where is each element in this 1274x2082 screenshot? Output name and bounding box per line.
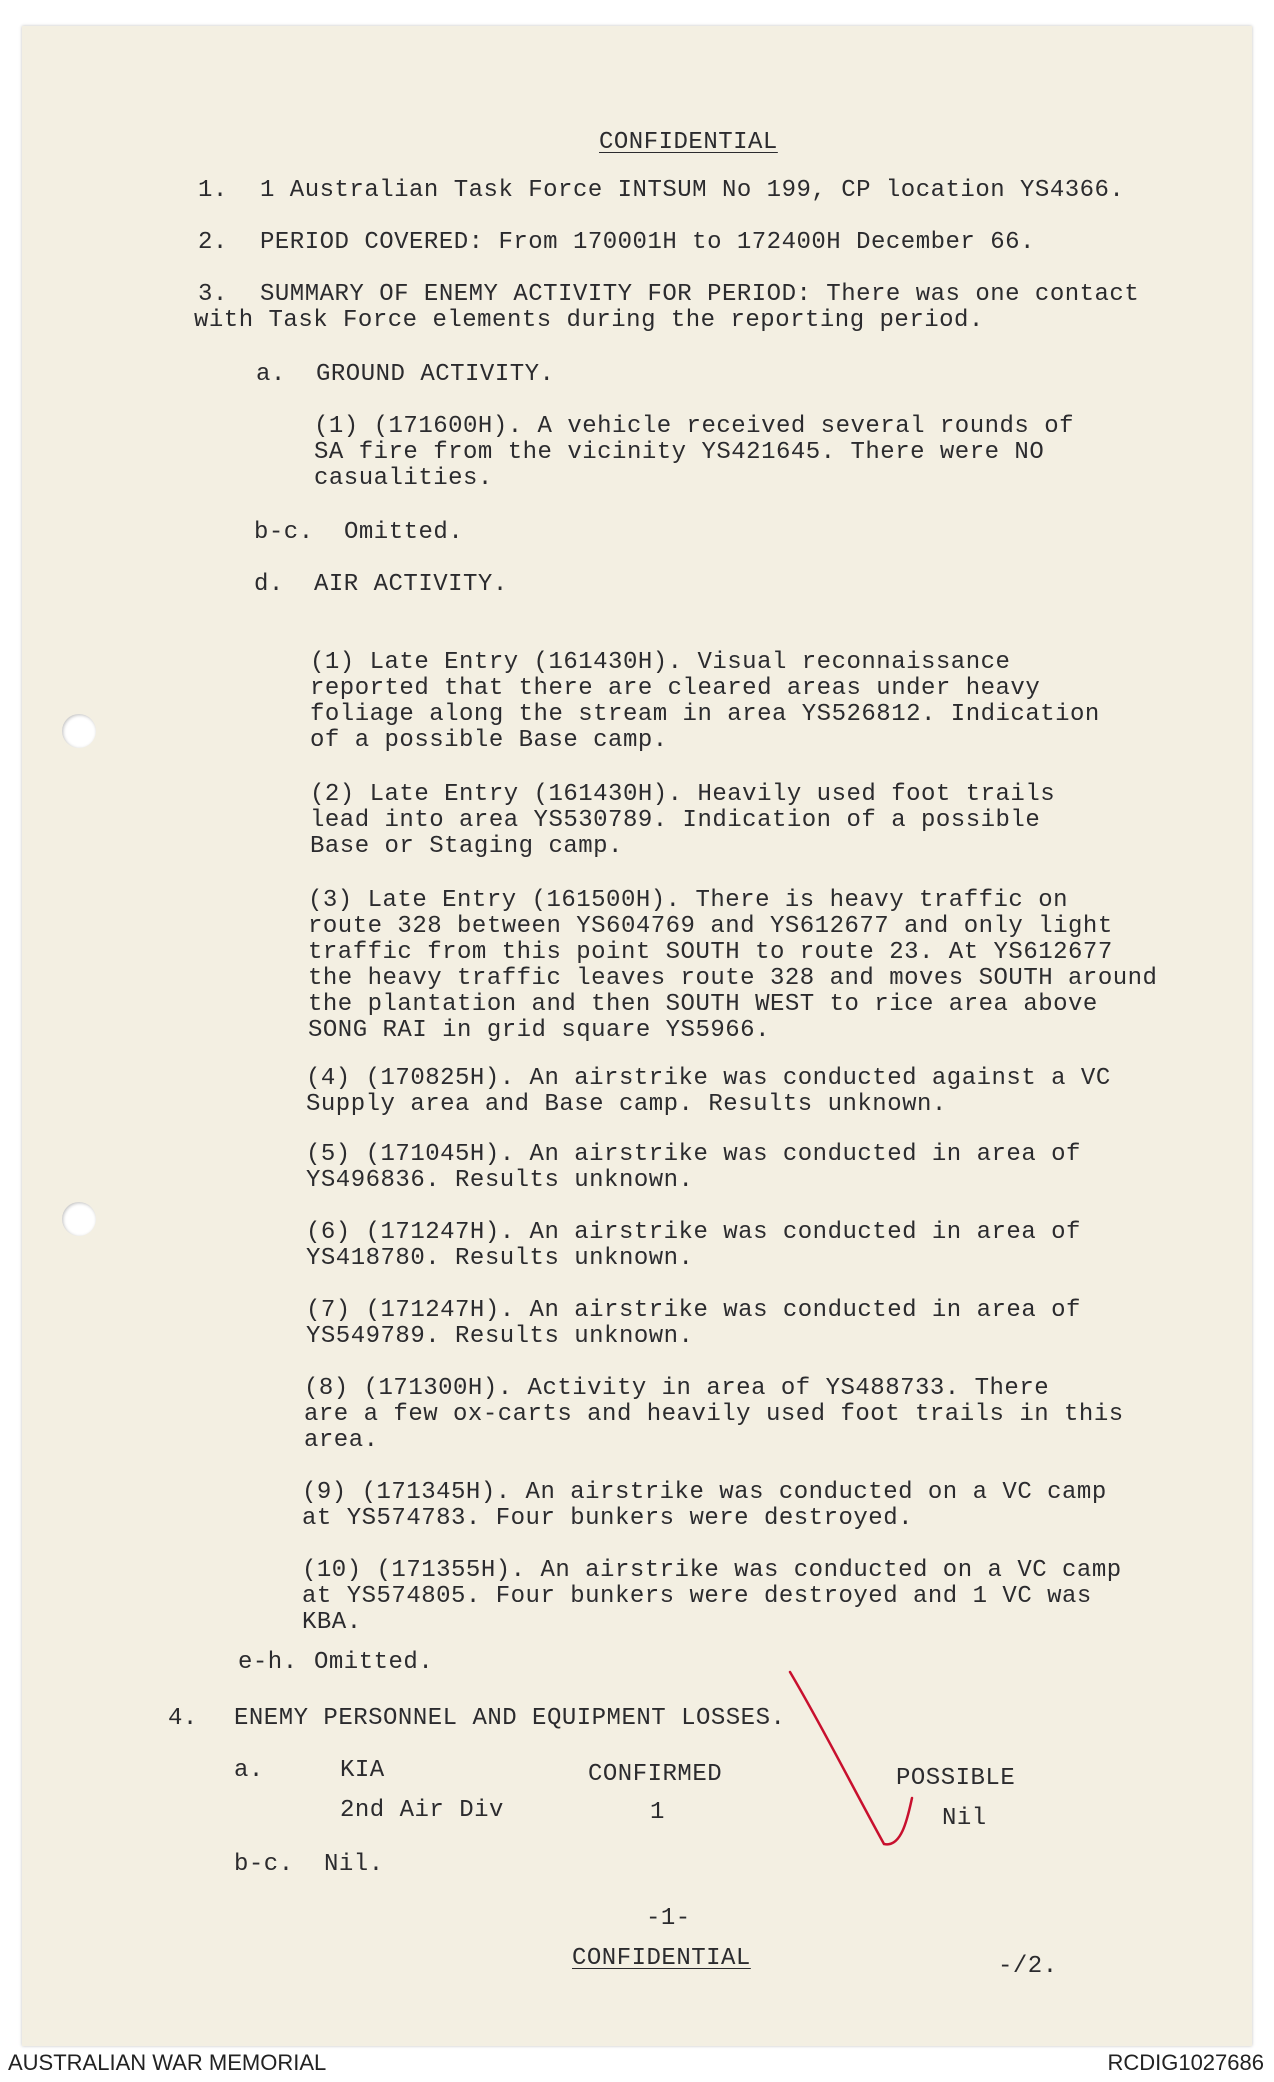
losses-title: ENEMY PERSONNEL AND EQUIPMENT LOSSES. <box>234 1705 786 1732</box>
confirmed-value: 1 <box>650 1799 665 1826</box>
air-entry-line: (1) Late Entry (161430H). Visual reconnaissance <box>310 649 1011 676</box>
air-entry-line: (6) (171247H). An airstrike was conducted in area of <box>306 1219 1081 1246</box>
item2-text: PERIOD COVERED: From 170001H to 172400H December 66. <box>260 229 1035 256</box>
air-entry-line: traffic from this point SOUTH to route 23. At YS612677 <box>308 939 1113 966</box>
air-entry-line: reported that there are cleared areas under heavy <box>310 675 1041 702</box>
air-entry-line: (9) (171345H). An airstrike was conducted on a VC camp <box>302 1479 1107 1506</box>
item-number: 4. <box>168 1705 198 1732</box>
air-entry-line: SONG RAI in grid square YS5966. <box>308 1017 770 1044</box>
air-entry-line: (2) Late Entry (161430H). Heavily used foot trails <box>310 781 1056 808</box>
air-entry-line: area. <box>304 1427 379 1454</box>
item3-line: with Task Force elements during the reporting period. <box>194 307 984 334</box>
air-entry-line: at YS574783. Four bunkers were destroyed. <box>302 1505 913 1532</box>
air-entry-line: YS496836. Results unknown. <box>306 1167 694 1194</box>
air-entry-line: YS549789. Results unknown. <box>306 1323 694 1350</box>
archive-caption-right: RCDIG1027686 <box>1107 2050 1264 2075</box>
document-page <box>22 26 1252 2046</box>
air-activity-title: AIR ACTIVITY. <box>314 571 508 598</box>
omitted-text: Omitted. <box>344 519 464 546</box>
item-number: 1. <box>198 177 228 204</box>
page-number: -1- <box>646 1905 691 1932</box>
header-classification: CONFIDENTIAL <box>599 129 778 156</box>
air-entry-line: YS418780. Results unknown. <box>306 1245 694 1272</box>
nil-text: Nil. <box>324 1851 384 1878</box>
continuation-mark: -/2. <box>998 1953 1058 1980</box>
ground-entry-line: casualities. <box>314 465 493 492</box>
losses-unit: 2nd Air Div <box>340 1797 504 1824</box>
air-entry-line: Base or Staging camp. <box>310 833 623 860</box>
subitem-label: d. <box>254 571 284 598</box>
air-entry-line: KBA. <box>302 1609 362 1636</box>
item3-line: SUMMARY OF ENEMY ACTIVITY FOR PERIOD: There was one contact <box>260 281 1140 308</box>
ground-activity-title: GROUND ACTIVITY. <box>316 361 555 388</box>
air-entry-line: (5) (171045H). An airstrike was conducted in area of <box>306 1141 1081 1168</box>
air-entry-line: of a possible Base camp. <box>310 727 668 754</box>
air-entry-line: Supply area and Base camp. Results unknown. <box>306 1091 947 1118</box>
air-entry-line: are a few ox-carts and heavily used foot trails in this <box>304 1401 1124 1428</box>
air-entry-line: (4) (170825H). An airstrike was conducted against a VC <box>306 1065 1111 1092</box>
ground-entry-line: (1) (171600H). A vehicle received several rounds of <box>314 413 1075 440</box>
air-entry-line: lead into area YS530789. Indication of a possible <box>310 807 1041 834</box>
column-kia: KIA <box>340 1757 385 1784</box>
subitem-label: a. <box>256 361 286 388</box>
subitem-label: b-c. <box>234 1851 294 1878</box>
omitted-text: Omitted. <box>314 1649 434 1676</box>
air-entry-line: (7) (171247H). An airstrike was conducted in area of <box>306 1297 1081 1324</box>
air-entry-line: (8) (171300H). Activity in area of YS488733. There <box>304 1375 1050 1402</box>
air-entry-line: foliage along the stream in area YS526812. Indication <box>310 701 1100 728</box>
air-entry-line: the plantation and then SOUTH WEST to rice area above <box>308 991 1098 1018</box>
subitem-label: a. <box>234 1757 264 1784</box>
air-entry-line: at YS574805. Four bunkers were destroyed and 1 VC was <box>302 1583 1092 1610</box>
subitem-label: e-h. <box>238 1649 298 1676</box>
possible-value: Nil <box>942 1805 987 1832</box>
item-number: 2. <box>198 229 228 256</box>
footer-classification: CONFIDENTIAL <box>572 1945 751 1972</box>
ground-entry-line: SA fire from the vicinity YS421645. There were NO <box>314 439 1045 466</box>
air-entry-line: the heavy traffic leaves route 328 and moves SOUTH around <box>308 965 1158 992</box>
air-entry-line: (10) (171355H). An airstrike was conducted on a VC camp <box>302 1557 1122 1584</box>
item-number: 3. <box>198 281 228 308</box>
air-entry-line: (3) Late Entry (161500H). There is heavy traffic on <box>308 887 1069 914</box>
air-entry-line: route 328 between YS604769 and YS612677 and only light <box>308 913 1113 940</box>
column-confirmed: CONFIRMED <box>588 1761 723 1788</box>
item1-text: 1 Australian Task Force INTSUM No 199, CP location YS4366. <box>260 177 1125 204</box>
subitem-label: b-c. <box>254 519 314 546</box>
red-tick-mark-icon <box>22 26 1252 2046</box>
column-possible: POSSIBLE <box>896 1765 1016 1792</box>
archive-caption-left: AUSTRALIAN WAR MEMORIAL <box>8 2050 327 2075</box>
